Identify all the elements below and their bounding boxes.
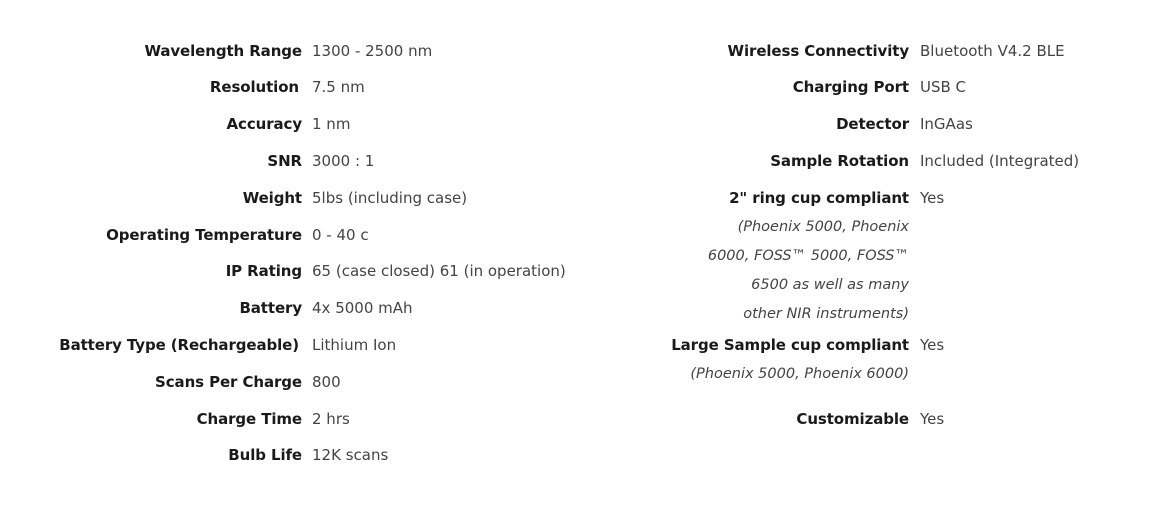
spec-note-line: 6000, FOSS™ 5000, FOSS™: [707, 248, 909, 264]
spec-label: Resolution: [209, 78, 299, 96]
spec-label: Customizable: [796, 410, 909, 428]
spec-value: Yes: [920, 410, 945, 428]
spec-label: Sample Rotation: [770, 152, 909, 170]
spec-label: Detector: [836, 115, 909, 133]
spec-value: 4x 5000 mAh: [312, 299, 413, 317]
spec-note-line: 6500 as well as many: [751, 277, 909, 293]
spec-label: Bulb Life: [228, 446, 302, 464]
spec-value: Yes: [920, 189, 945, 207]
spec-value: 2 hrs: [312, 410, 350, 428]
spec-value: 7.5 nm: [312, 78, 365, 96]
spec-value: 1 nm: [312, 115, 351, 133]
spec-label: Charge Time: [196, 410, 302, 428]
spec-value: InGAas: [920, 115, 973, 133]
spec-label: SNR: [267, 152, 302, 170]
spec-value: Included (Integrated): [920, 152, 1080, 170]
spec-note-line: (Phoenix 5000, Phoenix: [737, 219, 909, 235]
spec-label: Weight: [242, 189, 302, 207]
spec-value: 0 - 40 c: [312, 226, 369, 244]
spec-label: 2" ring cup compliant: [729, 189, 909, 207]
spec-label: Wavelength Range: [144, 42, 302, 60]
spec-label: Accuracy: [226, 115, 302, 133]
spec-label: Wireless Connectivity: [727, 42, 909, 60]
spec-value: 3000 : 1: [312, 152, 375, 170]
spec-value: 65 (case closed) 61 (in operation): [312, 262, 566, 280]
spec-label: Charging Port: [792, 78, 909, 96]
spec-value: Lithium Ion: [312, 336, 397, 354]
spec-note-line: other NIR instruments): [743, 306, 909, 322]
spec-label: Battery: [239, 299, 302, 317]
spec-label: Operating Temperature: [106, 226, 302, 244]
spec-value: 5lbs (including case): [312, 189, 468, 207]
spec-value: 12K scans: [312, 446, 389, 464]
spec-label: Battery Type (Rechargeable): [59, 336, 299, 354]
spec-label: Scans Per Charge: [155, 373, 302, 391]
spec-label: Large Sample cup compliant: [671, 336, 909, 354]
spec-value: 1300 - 2500 nm: [312, 42, 433, 60]
spec-label: IP Rating: [225, 262, 302, 280]
spec-note-line: (Phoenix 5000, Phoenix 6000): [690, 366, 909, 382]
spec-value: Bluetooth V4.2 BLE: [920, 42, 1065, 60]
spec-value: 800: [312, 373, 341, 391]
spec-value: Yes: [920, 336, 945, 354]
spec-value: USB C: [920, 78, 967, 96]
